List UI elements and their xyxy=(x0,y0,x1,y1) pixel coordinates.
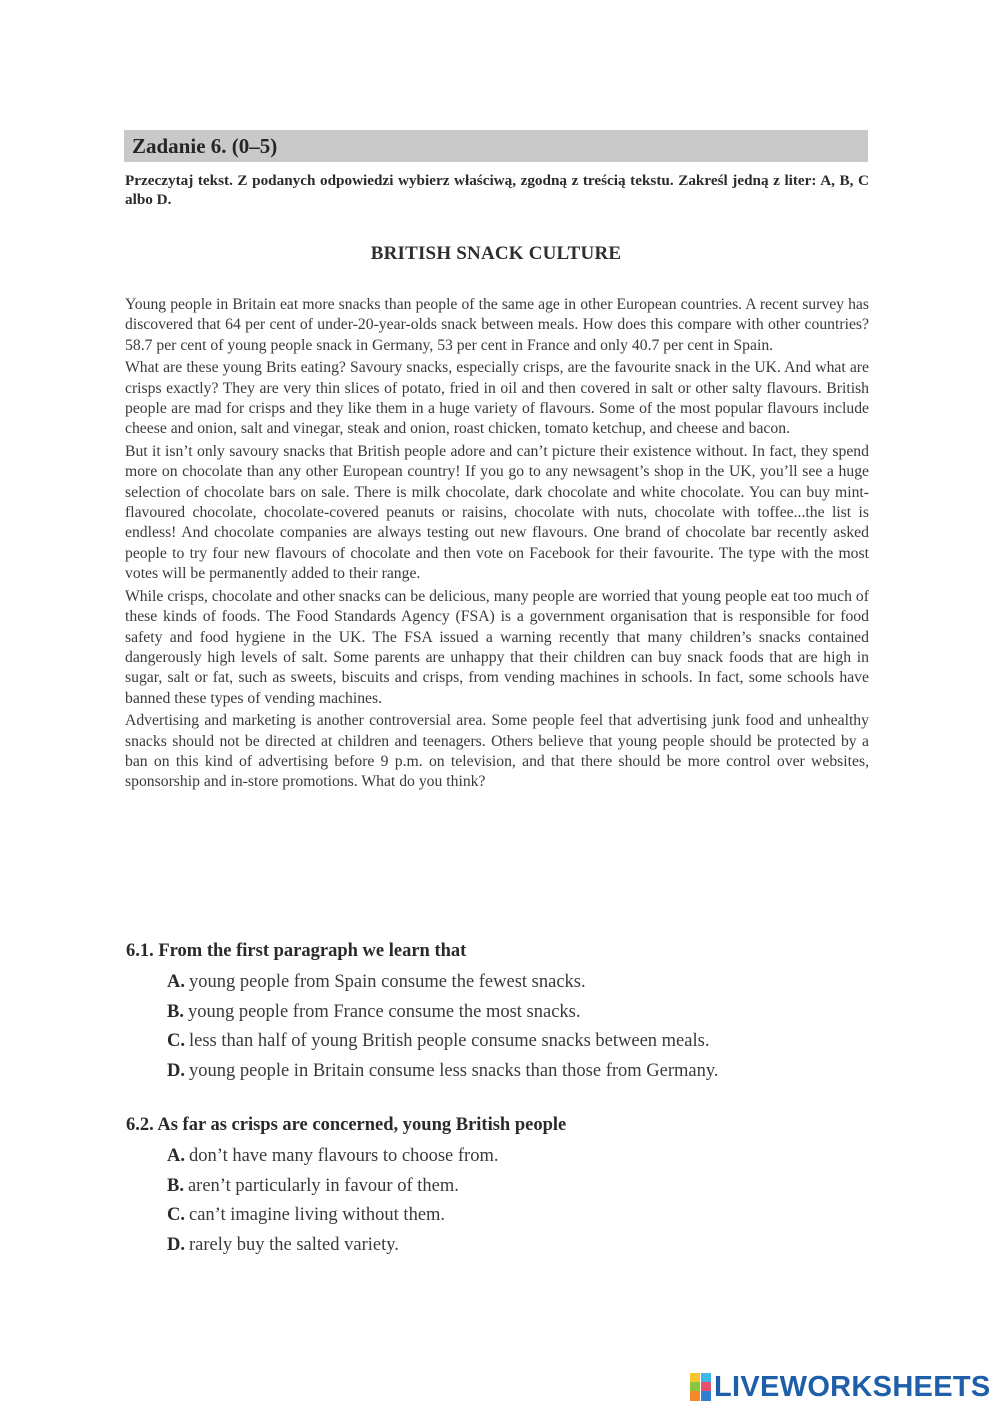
option-text: don’t have many flavours to choose from. xyxy=(189,1146,499,1166)
question-6-2 xyxy=(126,1112,886,1260)
article-title: BRITISH SNACK CULTURE xyxy=(370,243,622,264)
option-letter: C. xyxy=(167,1205,185,1225)
option-text: rarely buy the salted variety. xyxy=(189,1234,399,1255)
option-letter: A. xyxy=(167,972,185,992)
article-paragraph: But it isn’t only savoury snacks that British people adore and can’t picture their existence without. In fact, they spend more on chocolate than any other European country! If you go to any newsagent’s shop in the UK, you’ll see a huge selection of chocolate bars on sale. There is milk chocolate, dark chocolate and white chocolate. You can buy mint-flavoured chocolate, chocolate-covered peanuts or raisins, chocolate with nuts, chocolate with toffee...the list is endless! And chocolate companies are always testing out new flavours. One brand of chocolate bar recently asked people to try four new flavours of chocolate and then vote on Facebook for their favourite. The type with the most votes will be permanently added to their range. xyxy=(125,442,869,583)
answer-option-c[interactable] xyxy=(167,1027,886,1057)
question-6-1 xyxy=(126,938,886,1086)
option-text: aren’t particularly in favour of them. xyxy=(187,1175,459,1196)
option-text: less than half of young British people consume snacks between meals. xyxy=(189,1031,710,1051)
option-letter: C. xyxy=(167,1031,185,1051)
task-header-bar xyxy=(124,130,868,162)
article-paragraph: Young people in Britain eat more snacks than people of the same age in other European countries. A recent survey has discovered that 64 per cent of under-20-year-olds snack between meals. How does this compare with other countries? 58.7 per cent of young people snack in Germany, 53 per cent in France and only 40.7 per cent in Spain. xyxy=(125,296,869,354)
option-text: young people in Britain consume less snacks than those from Germany. xyxy=(189,1060,719,1081)
answer-option-d[interactable] xyxy=(167,1057,886,1087)
answer-options xyxy=(126,1142,886,1260)
question-stem: 6.1. From the first paragraph we learn that xyxy=(126,941,467,961)
option-letter: A. xyxy=(167,1146,185,1166)
answer-option-b[interactable] xyxy=(167,998,886,1028)
liveworksheets-brand[interactable] xyxy=(690,1370,991,1404)
question-stem: 6.2. As far as crisps are concerned, young British people xyxy=(126,1115,567,1135)
answer-option-b[interactable] xyxy=(167,1172,886,1202)
option-letter: B. xyxy=(167,1175,184,1196)
article-body xyxy=(125,295,869,795)
answer-option-a[interactable] xyxy=(167,968,886,998)
liveworksheets-logo-icon xyxy=(690,1373,712,1401)
answer-option-d[interactable] xyxy=(167,1231,886,1261)
article-paragraph: What are these young Brits eating? Savoury snacks, especially crisps, are the favourite snack in the UK. And what are crisps exactly? They are very thin slices of potato, fried in oil and then covered in salt or other salty flavours. British people are mad for crisps and they like them in a huge variety of flavours. Some of the most popular flavours include cheese and onion, salt and vinegar, steak and onion, roast chicken, tomato ketchup, and cheese and bacon. xyxy=(125,359,869,438)
article-paragraph: While crisps, chocolate and other snacks can be delicious, many people are worried that young people eat too much of these kinds of foods. The Food Standards Agency (FSA) is a government organisation that is responsible for food safety and food hygiene in the UK. The FSA issued a warning recently that many children’s snacks contained dangerously high levels of salt. Some parents are unhappy that their children can buy snack foods that are high in sugar, salt or fat, such as sweets, biscuits and crisps, from vending machines in schools. In fact, some schools have banned these types of vending machines. xyxy=(125,587,869,707)
answer-option-a[interactable] xyxy=(167,1142,886,1172)
option-letter: B. xyxy=(167,1001,184,1022)
option-letter: D. xyxy=(167,1060,185,1081)
option-text: young people from France consume the most snacks. xyxy=(187,1001,581,1022)
answer-options xyxy=(126,968,886,1086)
task-instruction: Przeczytaj tekst. Z podanych odpowiedzi wybierz właściwą, zgodną z treścią tekstu. Zakreśl jedną z liter: A, B, C albo D. xyxy=(125,172,869,208)
answer-option-c[interactable] xyxy=(167,1201,886,1231)
task-title: Zadanie 6. (0–5) xyxy=(132,133,278,158)
option-text: young people from Spain consume the fewest snacks. xyxy=(189,972,586,992)
article-paragraph: Advertising and marketing is another controversial area. Some people feel that advertising junk food and unhealthy snacks should not be directed at children and teenagers. Others believe that young people should be protected by a ban on this kind of advertising before 9 p.m. on television, and that there should be more control over websites, sponsorship and in-store promotions. What do you think? xyxy=(125,712,869,791)
brand-name: LIVEWORKSHEETS xyxy=(714,1370,991,1403)
option-letter: D. xyxy=(167,1234,185,1255)
option-text: can’t imagine living without them. xyxy=(189,1205,446,1225)
